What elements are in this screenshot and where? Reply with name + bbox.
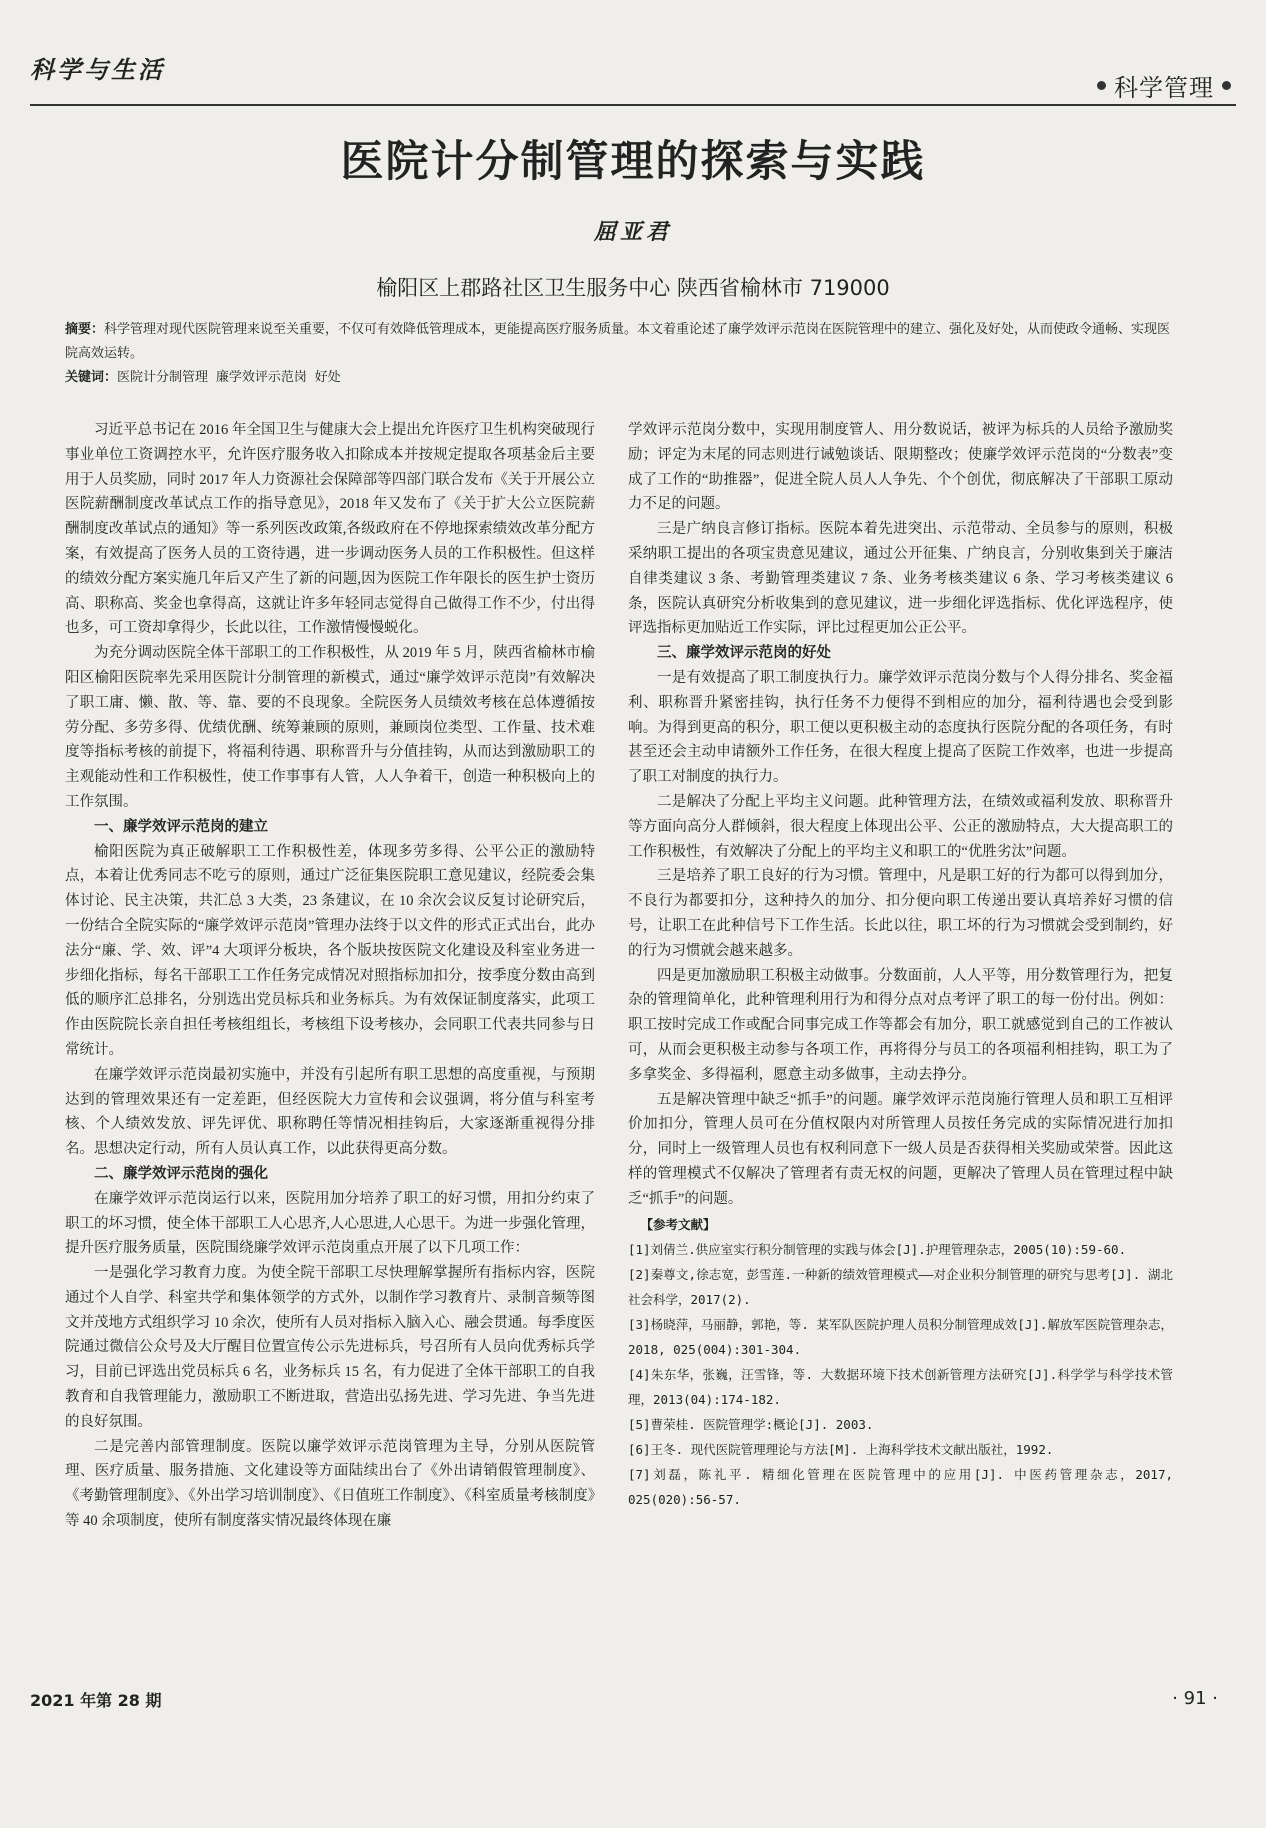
issue-label: 2021 年第 28 期 [30,1691,162,1710]
paragraph: 在廉学效评示范岗运行以来，医院用加分培养了职工的好习惯，用扣分约束了职工的坏习惯，使全体干部职工人心思齐,人心思进,人心思干。为进一步强化管理，提升医疗服务质量，医院围绕廉学效评示范岗重点开展了以下几项工作： [65,1190,595,1257]
references [628,1212,1173,1512]
reference-item: [5]曹荣桂. 医院管理学:概论[J]. 2003. [628,1416,874,1432]
reference-item: [1]刘倩兰.供应室实行积分制管理的实践与体会[J].护理管理杂志，2005(10):59-60. [628,1241,1127,1257]
right-column [628,418,1173,1512]
section-heading: 一、廉学效评示范岗的建立 [94,818,268,835]
paragraph: 习近平总书记在 2016 年全国卫生与健康大会上提出允许医疗卫生机构突破现行事业单位工资调控水平，允许医疗服务收入扣除成本并按规定提取各项基金后主要用于人员奖励，同时 2017 年人力资源社会保障部等四部门联合发布《关于开展公立医院薪酬制度改革试点工作的指导意见》，2018 年又发布了《关于扩大公立医院薪酬制度改革试点的通知》等一系列医改政策,各级政府在不停地探索绩效改革分配方案，有效提高了医务人员的工资待遇，进一步调动医务人员的工作积极性。但这样的绩效分配方案实施几年后又产生了新的问题,因为医院工作年限长的医生护士资历高、职称高、奖金也拿得高，这就让许多年轻同志觉得自己做得工作不少，付出得也多，可工资却拿得少，长此以往，工作激情慢慢蜕化。 [65,422,595,637]
paragraph: 三是培养了职工良好的行为习惯。管理中，凡是职工好的行为都可以得到加分，不良行为都要扣分，这种持久的加分、扣分便向职工传递出要认真培养好习惯的信号，让职工在此种信号下工作生活。长此以往，职工坏的行为习惯就会受到制约，好的行为习惯就会越来越多。 [628,868,1173,959]
paragraph: 学效评示范岗分数中，实现用制度管人、用分数说话，被评为标兵的人员给予激励奖励；评定为末尾的同志则进行诫勉谈话、限期整改；使廉学效评示范岗的“分数表”变成了工作的“助推器”，促进全院人员人人争先、个个创优，彻底解决了干部职工原动力不足的问题。 [628,422,1173,513]
article-title: 医院计分制管理的探索与实践 [340,137,926,187]
paragraph: 榆阳医院为真正破解职工工作积极性差，体现多劳多得、公平公正的激励特点，本着让优秀同志不吃亏的原则，通过广泛征集医院职工意见建议，经院委会集体讨论、民主决策，共汇总 3 大类，23 条建议，在 10 余次会议反复讨论研究后，一份结合全院实际的“廉学效评示范岗”管理办法终于以文件的形式正式出台，此办法分“廉、学、效、评”4 大项评分板块，各个版块按医院文化建设及科室业务进一步细化指标，每名干部职工工作任务完成情况对照指标加扣分，按季度分数由高到低的顺序汇总排名，分别选出党员标兵和业务标兵。为有效保证制度落实，此项工作由医院院长亲自担任考核组组长，考核组下设考核办，会同职工代表共同参与日常统计。 [65,843,595,1058]
paragraph: 四是更加激励职工积极主动做事。分数面前，人人平等，用分数管理行为，把复杂的管理简单化，此种管理利用行为和得分点对点考评了职工的每一份付出。例如：职工按时完成工作或配合同事完成工作等都会有加分，职工就感觉到自己的工作被认可，从而会更积极主动参与各项工作，再将得分与员工的各项福利相挂钩，职工为了多拿奖金、多得福利，愿意主动多做事，主动去挣分。 [628,967,1173,1083]
section-tag [1097,68,1231,103]
left-column [65,418,595,1534]
reference-item: [2]秦尊文,徐志宽，彭雪莲.一种新的绩效管理模式——对企业积分制管理的研究与思考[J]. 湖北社会科学，2017(2). [628,1266,1173,1307]
bullet-dot-icon [1097,81,1106,90]
paragraph: 五是解决管理中缺乏“抓手”的问题。廉学效评示范岗施行管理人员和职工互相评价加扣分，管理人员可在分值权限内对所管理人员按任务完成的实际情况进行加扣分，同时上一级管理人员也有权利同意下一级人员是否获得相关奖励或荣誉。因此这样的管理模式不仅解决了管理者有责无权的问题，更解决了管理人员在管理过程中缺乏“抓手”的问题。 [628,1091,1173,1207]
abstract-block [65,318,1176,390]
article-affiliation: 榆阳区上郡路社区卫生服务中心 陕西省榆林市 719000 [376,276,890,300]
reference-item: [7]刘磊，陈礼平. 精细化管理在医院管理中的应用[J]. 中医药管理杂志，2017, 025(020):56-57. [628,1466,1173,1507]
keywords-label: 关键词： [65,370,118,385]
abstract-text: 科学管理对现代医院管理来说至关重要，不仅可有效降低管理成本，更能提高医疗服务质量。本文着重论述了廉学效评示范岗在医院管理中的建立、强化及好处，从而使政令通畅、实现医院高效运转。 [65,322,1171,361]
paragraph: 二是完善内部管理制度。医院以廉学效评示范岗管理为主导，分别从医院管理、医疗质量、服务措施、文化建设等方面陆续出台了《外出请销假管理制度》、《考勤管理制度》、《外出学习培训制度》、《日值班工作制度》、《科室质量考核制度》等 40 余项制度，使所有制度落实情况最终体现在廉 [65,1438,595,1530]
paragraph: 一是强化学习教育力度。为使全院干部职工尽快理解掌握所有指标内容，医院通过个人自学、科室共学和集体领学的方式外，以制作学习教育片、录制音频等图文并茂地方式组织学习 10 余次，使所有人员对指标入脑入心、融会贯通。每季度医院通过微信公众号及大厅醒目位置宣传公示先进标兵，号召所有人员向优秀标兵学习，目前已评选出党员标兵 6 名，业务标兵 15 名，有力促进了全体干部职工的自我教育和自我管理能力，激励职工不断进取，营造出弘扬先进、学习先进、争当先进的良好氛围。 [65,1265,595,1430]
paragraph: 为充分调动医院全体干部职工的工作积极性，从 2019 年 5 月，陕西省榆林市榆阳区榆阳医院率先采用医院计分制管理的新模式，通过“廉学效评示范岗”有效解决了职工庸、懒、散、等、靠、要的不良现象。全院医务人员绩效考核在总体遵循按劳分配、多劳多得、优绩优酬、统筹兼顾的原则，兼顾岗位类型、工作量、技术难度等指标考核的前提下，将福利待遇、职称晋升与分值挂钩，从而达到激励职工的主观能动性和工作积极性，使工作事事有人管，人人争着干，创造一种积极向上的工作氛围。 [65,645,595,810]
reference-item: [3]杨晓萍，马丽静，郭艳，等. 某军队医院护理人员积分制管理成效[J].解放军医院管理杂志，2018, 025(004):301-304. [628,1316,1173,1357]
paragraph: 三是广纳良言修订指标。医院本着先进突出、示范带动、全员参与的原则，积极采纳职工提出的各项宝贵意见建议，通过公开征集、广纳良言，分别收集到关于廉洁自律类建议 3 条、考勤管理类建议 7 条、业务考核类建议 6 条、学习考核类建议 6 条，医院认真研究分析收集到的意见建议，进一步细化评选指标、优化评选程序，使评选指标更加贴近工作实际，评比过程更加公正公平。 [628,521,1173,637]
page-number: · 91 · [1172,1688,1218,1709]
bullet-dot-icon [1222,81,1231,90]
keywords [65,366,1176,390]
abstract-label: 摘要： [65,322,105,337]
paragraph: 一是有效提高了职工制度执行力。廉学效评示范岗分数与个人得分排名、奖金福利、职称晋升紧密挂钩，执行任务不力便得不到相应的加分，福利待遇也会受到影响。为得到更高的积分，职工便以更积极主动的态度执行医院分配的各项任务，有时甚至还会主动申请额外工作任务，在很大程度上提高了医院工作效率，也进一步提高了职工对制度的执行力。 [628,669,1173,786]
section-heading: 三、廉学效评示范岗的好处 [657,645,831,662]
keywords-text: 医院计分制管理 廉学效评示范岗 好处 [117,370,341,385]
reference-item: [4]朱东华，张巍，汪雪锋，等. 大数据环境下技术创新管理方法研究[J].科学学与科学技术管理，2013(04):174-182. [628,1366,1173,1407]
references-heading: 【参考文献】 [640,1216,716,1232]
abstract [65,318,1176,366]
paragraph: 在廉学效评示范岗最初实施中，并没有引起所有职工思想的高度重视，与预期达到的管理效果还有一定差距，但经医院大力宣传和会议强调，将分值与科室考核、个人绩效发放、评先评优、职称聘任等情况相挂钩后，大家逐渐重视得分排名。思想决定行动，所有人员认真工作，以此获得更高分数。 [65,1066,595,1158]
paragraph: 二是解决了分配上平均主义问题。此种管理方法，在绩效或福利发放、职称晋升等方面向高分人群倾斜，很大程度上体现出公平、公正的激励特点，大大提高职工的工作积极性，有效解决了分配上的平均主义和职工的“优胜劣汰”问题。 [628,793,1173,860]
article-author: 屈亚君 [593,219,672,245]
reference-item: [6]王冬. 现代医院管理理论与方法[M]. 上海科学技术文献出版社，1992. [628,1441,1054,1457]
section-heading: 二、廉学效评示范岗的强化 [94,1165,268,1182]
header-rule [30,104,1236,106]
journal-name: 科学与生活 [30,55,165,84]
section-label: 科学管理 [1114,74,1214,102]
